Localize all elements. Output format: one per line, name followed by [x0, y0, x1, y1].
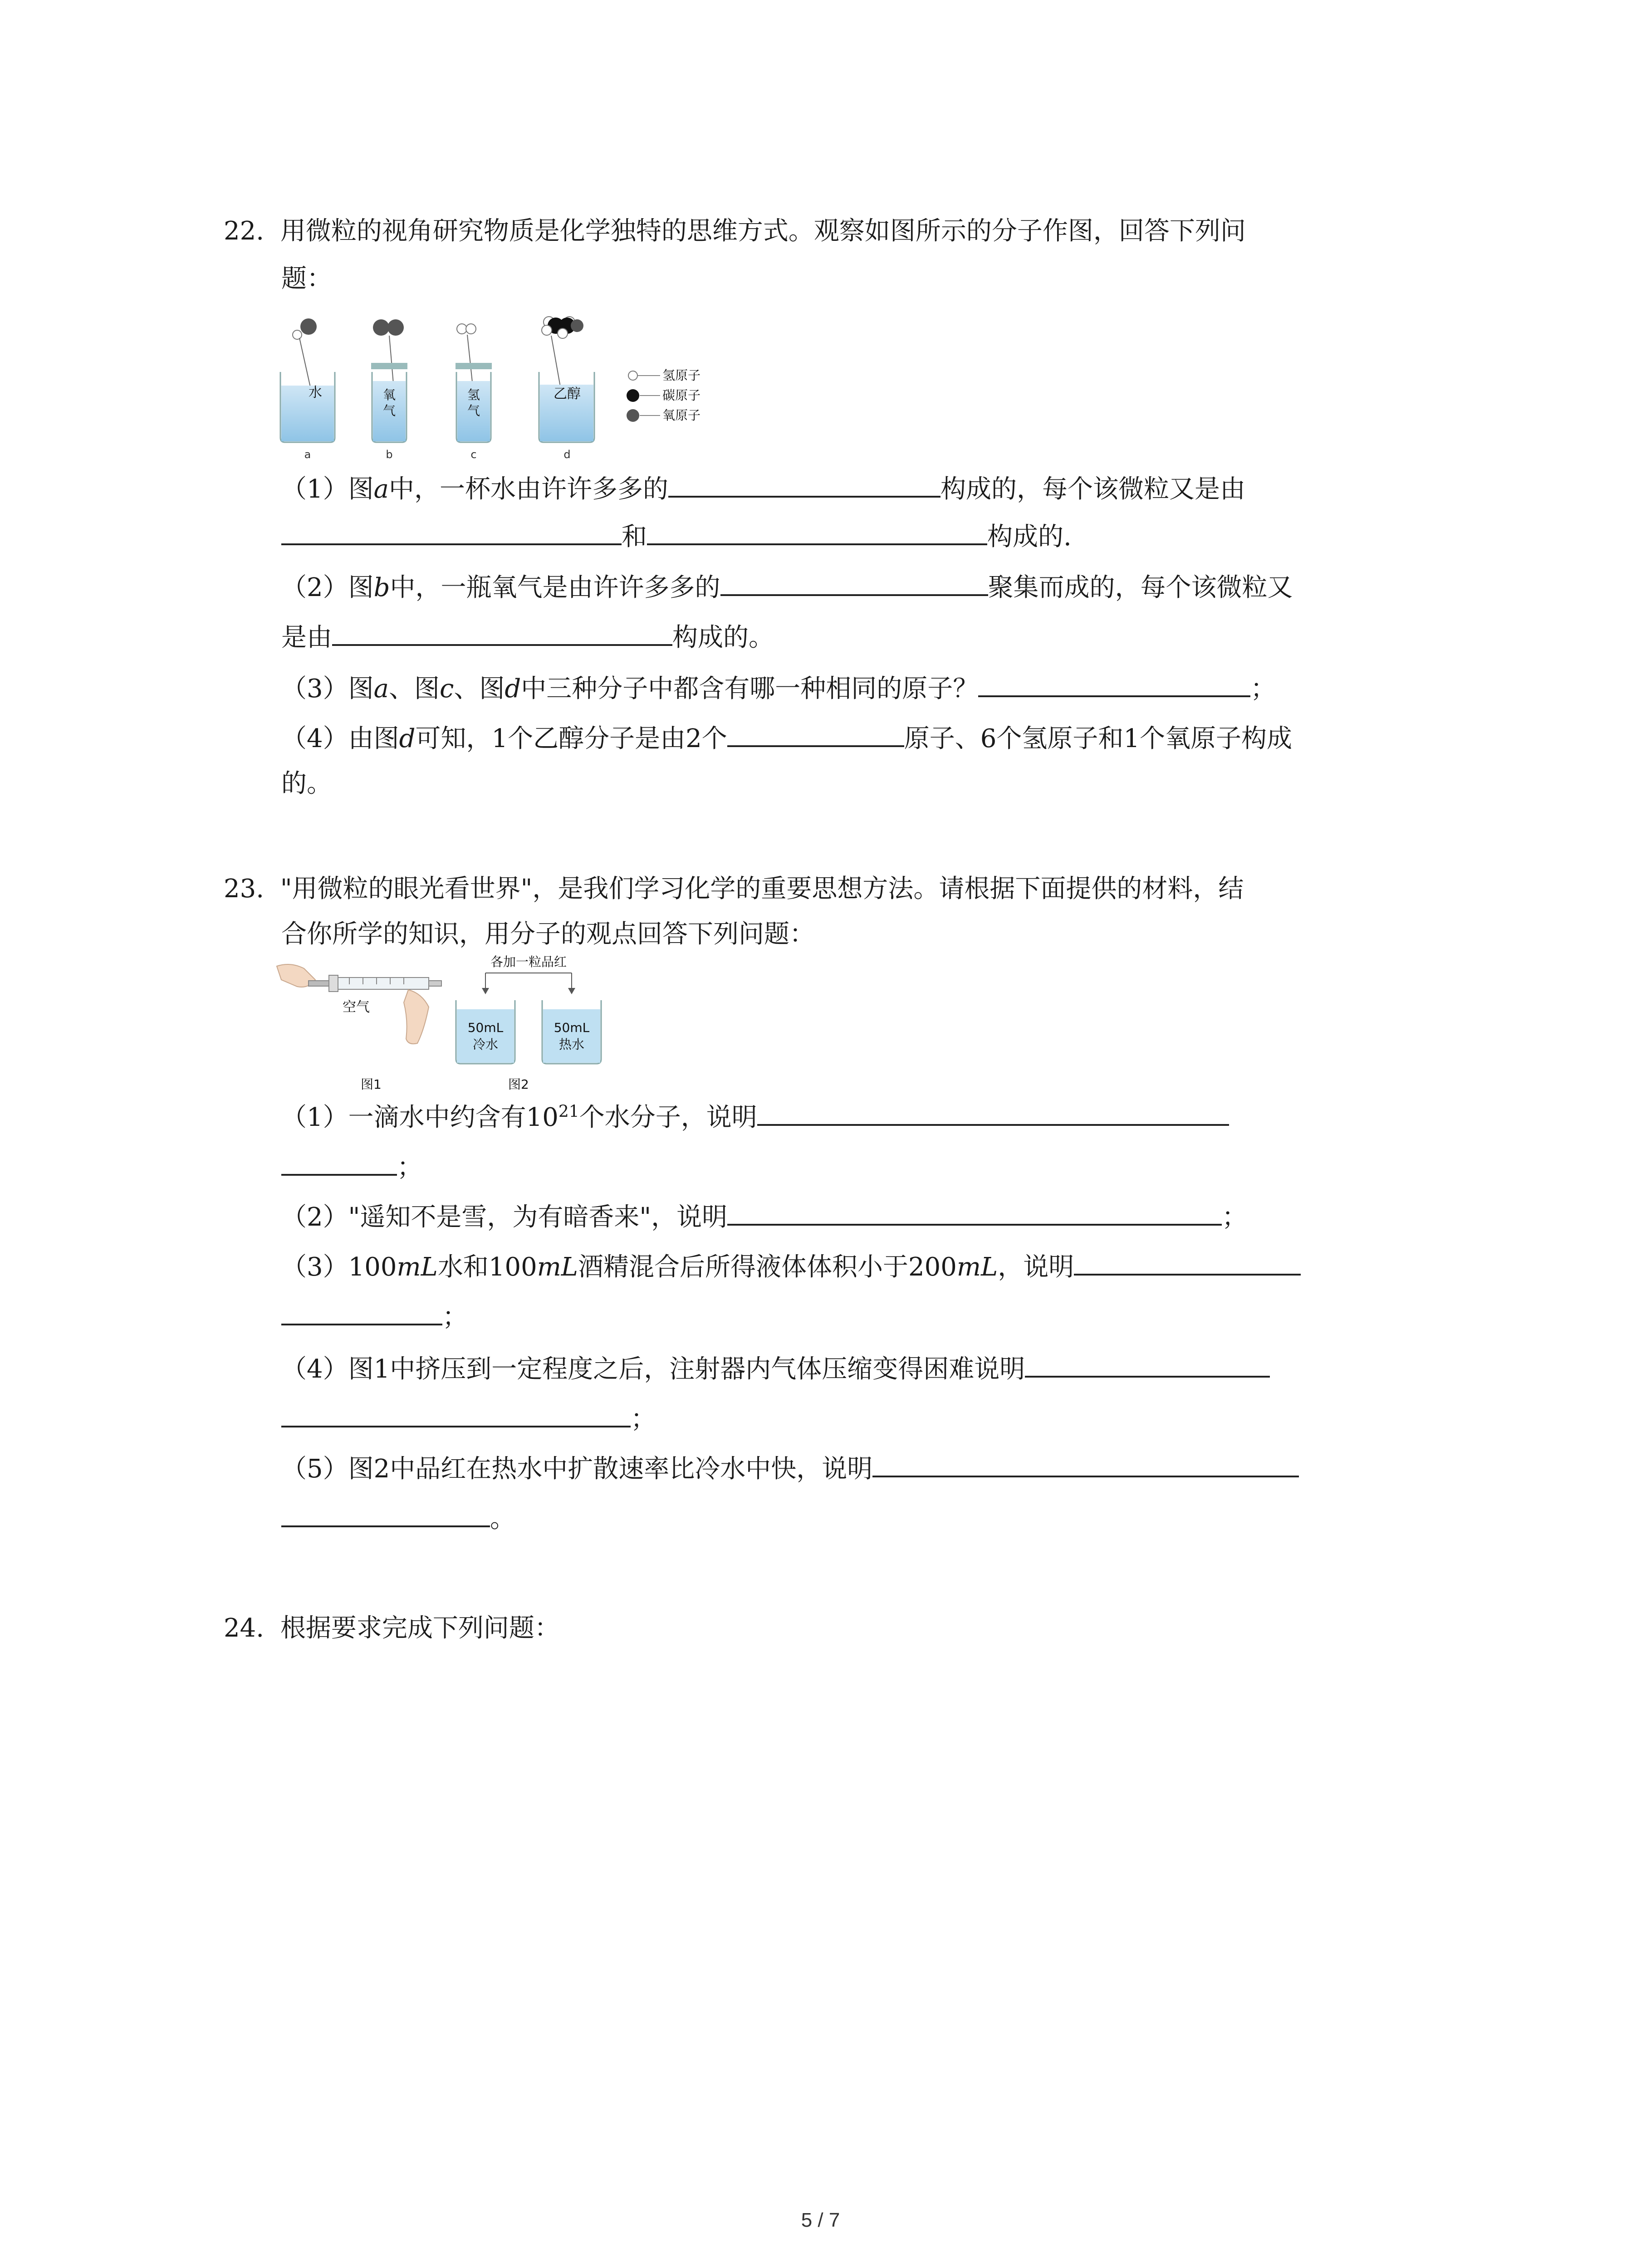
q22-sub1-text-d: 和	[622, 522, 647, 552]
q24-stem	[224, 1610, 560, 1647]
beaker-d-ethanol	[539, 317, 594, 461]
beaker-a-label: 水	[309, 385, 322, 401]
q22-sub4-line1	[281, 719, 1292, 757]
beaker-hot-volume: 50mL	[554, 1020, 590, 1035]
q24-number: 24.	[224, 1613, 265, 1643]
q23-sub5-text-a: （5）图2中品红在热水中扩散速率比冷水中快，说明	[281, 1454, 873, 1484]
q22-sub2-blank-1[interactable]	[720, 568, 988, 596]
bottle-b-oxygen	[371, 319, 407, 461]
q22-sub3-line	[281, 669, 1276, 707]
q22-sub1-var: a	[373, 474, 389, 504]
q22-sub3-var-1: a	[373, 674, 389, 704]
q23-sub1-exponent: 21	[558, 1102, 579, 1121]
q22-sub1-text-b: 中，一杯水由许许多多的	[389, 474, 669, 504]
q22-sub1-text-e: 构成的.	[987, 522, 1072, 552]
syringe-figure	[277, 964, 441, 1092]
q23-sub4-blank-1[interactable]	[1025, 1349, 1270, 1378]
q22-sub1-text-c: 构成的，每个该微粒又是由	[941, 474, 1246, 504]
q22-sub4-text-c: 原子、6个氢原子和1个氧原子构成	[904, 724, 1293, 753]
q23-sub2-blank[interactable]	[727, 1198, 1222, 1226]
q23-sub3-line1	[281, 1247, 1301, 1286]
q23-sub3-unit-1: mL	[397, 1252, 438, 1282]
q22-stem-text-2: 题：	[281, 264, 332, 293]
q23-sub2-text-b: ；	[1222, 1202, 1248, 1232]
figure1-caption: 图1	[361, 1077, 382, 1092]
q22-sub3-text-a: （3）图	[281, 674, 374, 704]
q23-sub4-text-a: （4）图1中挤压到一定程度之后，注射器内气体压缩变得困难说明	[281, 1354, 1025, 1384]
q22-sub1-blank-3[interactable]	[647, 517, 987, 545]
q22-sub2-text-a: （2）图	[281, 573, 374, 602]
legend-hydrogen: 氢原子	[662, 368, 701, 383]
beaker-cold-water	[456, 1000, 515, 1064]
legend-carbon: 碳原子	[662, 388, 701, 403]
q22-sub2-line2	[281, 618, 774, 656]
q23-sub3-text-a: （3）100	[281, 1252, 397, 1282]
q23-sub3-text-d: ，说明	[998, 1252, 1074, 1282]
q23-sub5-blank-1[interactable]	[872, 1449, 1299, 1477]
q22-sub3-text-c: 、图	[454, 674, 505, 704]
bottle-c-label-1: 氢	[467, 387, 480, 402]
q23-sub5-blank-2[interactable]	[281, 1499, 490, 1527]
page-number: 5 / 7	[801, 2209, 840, 2231]
q22-stem-line2	[281, 261, 332, 297]
q22-sub2-line1	[281, 568, 1293, 606]
q23-sub3-unit-3: mL	[956, 1252, 998, 1282]
q22-sub3-var-2: c	[440, 674, 454, 704]
q22-stem-line1	[224, 213, 1246, 249]
q22-number: 22.	[224, 216, 265, 246]
q22-molecule-figure	[272, 308, 726, 467]
q22-sub1-blank-1[interactable]	[668, 469, 941, 498]
q22-sub4-line2	[281, 766, 332, 802]
q22-sub2-text-b: 中，一瓶氧气是由许许多多的	[390, 573, 720, 602]
q23-sub2-line	[281, 1198, 1247, 1236]
q23-sub1-line1	[281, 1098, 1229, 1136]
q23-stem-line1	[224, 871, 1244, 907]
q23-stem-text: "用微粒的眼光看世界"，是我们学习化学的重要思想方法。请根据下面提供的材料，结	[280, 874, 1244, 904]
q23-sub1-text-a: （1）一滴水中约含有10	[281, 1103, 558, 1132]
q22-sub3-blank[interactable]	[978, 669, 1250, 697]
q22-sub4-var: d	[399, 724, 416, 753]
add-dye-text: 各加一粒品红	[490, 954, 567, 969]
q23-sub1-text-b: 个水分子，说明	[579, 1103, 757, 1132]
q22-sub3-var-3: d	[505, 674, 521, 704]
q23-number: 23.	[224, 874, 265, 904]
q22-sub2-text-d: 是由	[281, 623, 332, 652]
q22-sub1-line1	[281, 469, 1245, 508]
q23-sub1-line2	[281, 1148, 422, 1186]
q23-sub4-line1	[281, 1349, 1270, 1388]
beaker-a-letter: a	[304, 448, 311, 461]
q23-experiment-figure	[272, 953, 635, 1098]
beaker-a-water	[280, 318, 335, 461]
q22-sub1-blank-2[interactable]	[281, 517, 622, 545]
q22-sub4-text-a: （4）由图	[281, 724, 399, 753]
beaker-hot-label: 热水	[558, 1037, 585, 1052]
add-dye-label	[482, 954, 575, 994]
q22-sub3-text-b: 、图	[389, 674, 440, 704]
q23-sub4-text-b: ；	[631, 1404, 656, 1434]
q23-sub5-text-b: 。	[490, 1504, 515, 1534]
bottle-c-letter: c	[470, 448, 477, 461]
q22-sub4-blank[interactable]	[727, 719, 904, 747]
q24-stem-text: 根据要求完成下列问题：	[280, 1613, 560, 1643]
q22-sub2-text-e: 构成的。	[672, 623, 774, 652]
q23-sub3-line2	[281, 1297, 468, 1335]
q23-sub3-text-e: ；	[442, 1302, 468, 1332]
q23-sub5-line1	[281, 1449, 1299, 1487]
bottle-b-letter: b	[386, 448, 393, 461]
q23-sub3-unit-2: mL	[537, 1252, 578, 1282]
q23-stem-text-2: 合你所学的知识，用分子的观点回答下列问题：	[281, 919, 815, 949]
figure2-caption: 图2	[508, 1077, 529, 1092]
q22-sub1-line2	[281, 517, 1072, 555]
q23-sub4-line2	[281, 1399, 656, 1437]
beaker-cold-label: 冷水	[472, 1037, 499, 1052]
q22-stem-text: 用微粒的视角研究物质是化学独特的思维方式。观察如图所示的分子作图，回答下列问	[280, 216, 1246, 246]
q22-sub1-text-a: （1）图	[281, 474, 374, 504]
q23-sub3-text-c: 酒精混合后所得液体体积小于200	[578, 1252, 957, 1282]
bottle-c-label-2: 气	[467, 403, 480, 418]
bottle-c-hydrogen	[456, 324, 492, 461]
beaker-hot-water	[542, 1000, 601, 1064]
beaker-d-letter: d	[563, 448, 571, 461]
atom-legend	[627, 368, 700, 423]
beaker-d-label: 乙醇	[554, 386, 581, 402]
q23-sub1-text-c: ；	[397, 1153, 422, 1182]
q23-sub1-blank-2[interactable]	[281, 1148, 397, 1176]
beaker-cold-volume: 50mL	[467, 1020, 504, 1035]
q23-sub3-blank-2[interactable]	[281, 1297, 442, 1325]
syringe-label: 空气	[343, 999, 370, 1015]
q23-sub5-line2	[281, 1499, 515, 1537]
bottle-b-label-1: 氧	[382, 387, 396, 402]
q23-stem-line2	[281, 916, 815, 953]
q22-sub2-blank-2[interactable]	[332, 618, 672, 646]
q23-sub1-blank-1[interactable]	[757, 1098, 1229, 1126]
bottle-b-label-2: 气	[382, 403, 396, 418]
q23-sub3-text-b: 水和100	[437, 1252, 537, 1282]
q23-sub4-blank-2[interactable]	[281, 1399, 631, 1427]
q22-sub2-text-c: 聚集而成的，每个该微粒又	[988, 573, 1293, 602]
q22-sub3-text-e: ；	[1250, 674, 1276, 704]
q22-sub3-text-d: 中三种分子中都含有哪一种相同的原子？	[521, 674, 979, 704]
q22-sub2-var: b	[373, 573, 390, 602]
q22-sub4-text-d: 的。	[281, 769, 332, 798]
q23-sub2-text-a: （2）"遥知不是雪，为有暗香来"，说明	[281, 1202, 728, 1232]
legend-oxygen: 氧原子	[662, 408, 701, 423]
q22-sub4-text-b: 可知，1个乙醇分子是由2个	[415, 724, 727, 753]
q23-sub3-blank-1[interactable]	[1074, 1247, 1301, 1276]
